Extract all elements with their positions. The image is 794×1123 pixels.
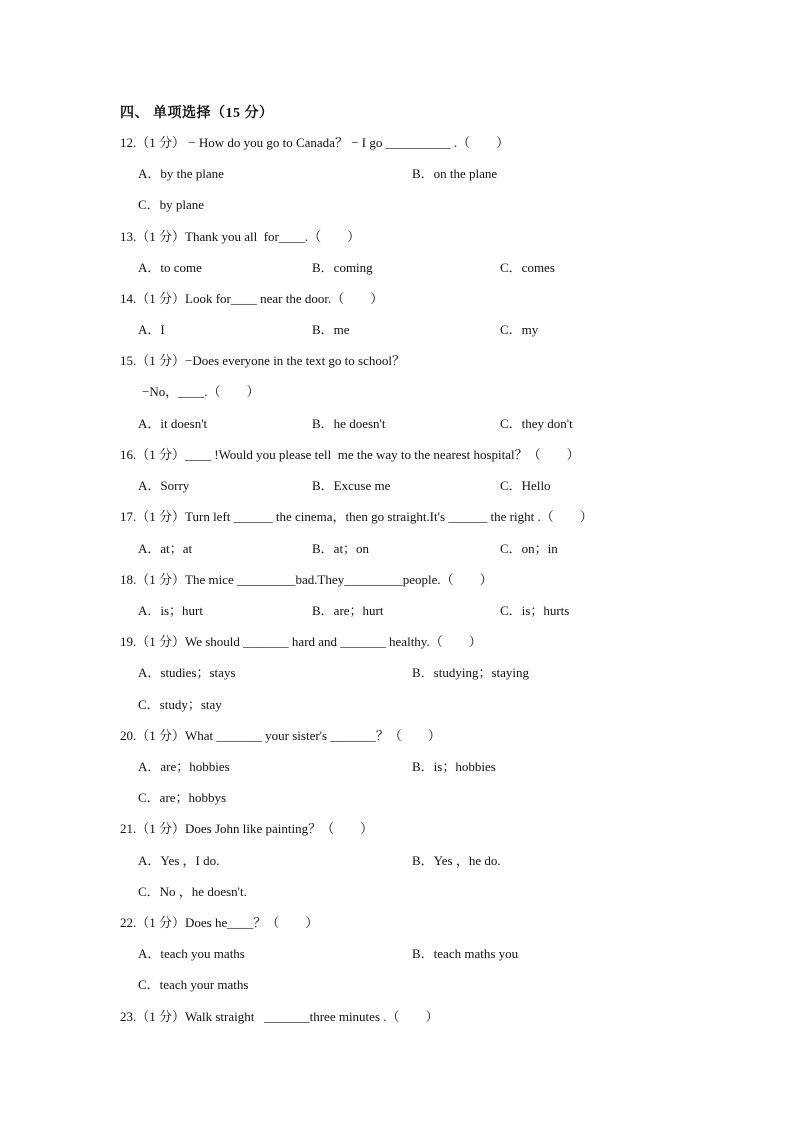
question-17-option-a[interactable]: A．at；at [138, 541, 193, 556]
question-13-option-a[interactable]: A．to come [138, 260, 202, 275]
question-22-option-b[interactable]: B．teach maths you [412, 946, 519, 961]
question-19-option-b[interactable]: B．studying；staying [412, 665, 530, 680]
question-18-stem: 18.（1 分）The mice _________bad.They_________people.（ ） [120, 572, 493, 587]
question-19-option-c[interactable]: C．study；stay [138, 697, 222, 712]
question-15-stem-line2: −No，____.（ ） [142, 384, 260, 399]
question-20-stem: 20.（1 分）What _______ your sister's _______？（ ） [120, 728, 441, 743]
question-22-stem: 22.（1 分）Does he____？（ ） [120, 915, 319, 930]
question-20-option-b[interactable]: B．is；hobbies [412, 759, 496, 774]
question-17-option-c[interactable]: C．on；in [500, 541, 558, 556]
question-14-option-b[interactable]: B．me [312, 322, 350, 337]
question-15-option-c[interactable]: C．they don't [500, 416, 573, 431]
question-22-option-a[interactable]: A．teach you maths [138, 946, 245, 961]
question-21-option-a[interactable]: A．Yes ，I do. [138, 853, 220, 868]
question-22-option-c[interactable]: C．teach your maths [138, 977, 249, 992]
question-20-option-a[interactable]: A．are；hobbies [138, 759, 230, 774]
question-18-option-a[interactable]: A．is；hurt [138, 603, 204, 618]
question-16-stem: 16.（1 分）____ !Would you please tell me the way to the nearest hospital？（ ） [120, 447, 580, 462]
question-12-option-a[interactable]: A．by the plane [138, 166, 224, 181]
question-15-stem: 15.（1 分）−Does everyone in the text go to school？ [120, 353, 405, 368]
question-17-option-b[interactable]: B．at；on [312, 541, 370, 556]
question-20-option-c[interactable]: C．are；hobbys [138, 790, 227, 805]
question-12-option-b[interactable]: B．on the plane [412, 166, 498, 181]
question-13-option-c[interactable]: C．comes [500, 260, 555, 275]
question-21-option-b[interactable]: B．Yes ，he do. [412, 853, 501, 868]
question-16-option-a[interactable]: A．Sorry [138, 478, 190, 493]
question-21-option-c[interactable]: C．No ，he doesn't. [138, 884, 247, 899]
question-19-stem: 19.（1 分）We should _______ hard and _______ healthy.（ ） [120, 634, 482, 649]
section-title: 四、 单项选择（15 分） [120, 106, 274, 121]
question-21-stem: 21.（1 分）Does John like painting？（ ） [120, 821, 374, 836]
question-13-stem: 13.（1 分）Thank you all for____.（ ） [120, 229, 361, 244]
question-17-stem: 17.（1 分）Turn left ______ the cinema，then go straight.It's ______ the right .（ ） [120, 509, 593, 524]
question-14-option-a[interactable]: A．I [138, 322, 165, 337]
question-18-option-b[interactable]: B．are；hurt [312, 603, 384, 618]
question-23-stem: 23.（1 分）Walk straight _______three minutes .（ ） [120, 1009, 439, 1024]
question-15-option-b[interactable]: B．he doesn't [312, 416, 386, 431]
question-12-option-c[interactable]: C．by plane [138, 197, 205, 212]
question-16-option-b[interactable]: B．Excuse me [312, 478, 391, 493]
question-18-option-c[interactable]: C．is；hurts [500, 603, 570, 618]
question-19-option-a[interactable]: A．studies；stays [138, 665, 236, 680]
question-14-option-c[interactable]: C．my [500, 322, 539, 337]
question-13-option-b[interactable]: B．coming [312, 260, 373, 275]
question-15-option-a[interactable]: A．it doesn't [138, 416, 208, 431]
question-12-stem: 12.（1 分） − How do you go to Canada？ − I go __________ .（ ） [120, 135, 510, 150]
question-14-stem: 14.（1 分）Look for____ near the door.（ ） [120, 291, 384, 306]
question-16-option-c[interactable]: C．Hello [500, 478, 551, 493]
